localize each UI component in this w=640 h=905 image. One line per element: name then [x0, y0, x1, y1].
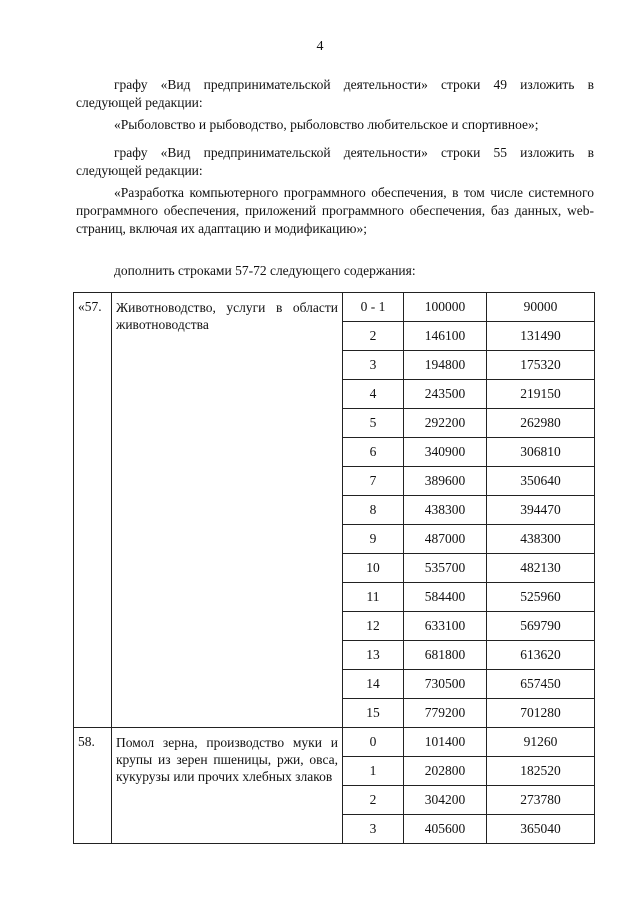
- value-cell-2: 90000: [487, 293, 595, 322]
- value-cell-1: 340900: [404, 438, 487, 467]
- value-cell-2: 394470: [487, 496, 595, 525]
- employees-cell: 5: [343, 409, 404, 438]
- value-cell-1: 292200: [404, 409, 487, 438]
- value-cell-2: 569790: [487, 612, 595, 641]
- value-cell-1: 633100: [404, 612, 487, 641]
- value-cell-2: 365040: [487, 815, 595, 844]
- value-cell-2: 701280: [487, 699, 595, 728]
- employees-cell: 2: [343, 786, 404, 815]
- employees-cell: 15: [343, 699, 404, 728]
- paragraph-row-49-text: «Рыболовство и рыбоводство, рыболовство любительское и спортивное»;: [114, 117, 539, 132]
- employees-cell: 0 - 1: [343, 293, 404, 322]
- value-cell-1: 304200: [404, 786, 487, 815]
- employees-cell: 11: [343, 583, 404, 612]
- value-cell-2: 306810: [487, 438, 595, 467]
- table-row: [74, 293, 595, 322]
- employees-cell: 10: [343, 554, 404, 583]
- value-cell-1: 389600: [404, 467, 487, 496]
- employees-cell: 8: [343, 496, 404, 525]
- value-cell-1: 487000: [404, 525, 487, 554]
- value-cell-1: 681800: [404, 641, 487, 670]
- employees-cell: 3: [343, 351, 404, 380]
- activity-name-cell: Помол зерна, производство муки и крупы из зерен пшеницы, ржи, овса, кукурузы или прочих хлебных злаков: [112, 728, 343, 844]
- value-cell-1: 584400: [404, 583, 487, 612]
- paragraph-row-49: графу «Вид предпринимательской деятельности» строки 49 изложить в следующей редакции:: [76, 77, 594, 110]
- employees-cell: 1: [343, 757, 404, 786]
- value-cell-2: 91260: [487, 728, 595, 757]
- value-cell-2: 273780: [487, 786, 595, 815]
- value-cell-1: 202800: [404, 757, 487, 786]
- employees-cell: 12: [343, 612, 404, 641]
- value-cell-1: 146100: [404, 322, 487, 351]
- employees-cell: 14: [343, 670, 404, 699]
- value-cell-2: 175320: [487, 351, 595, 380]
- value-cell-1: 779200: [404, 699, 487, 728]
- page-number: 4: [316, 39, 324, 54]
- value-cell-1: 243500: [404, 380, 487, 409]
- employees-cell: 13: [343, 641, 404, 670]
- employees-cell: 9: [343, 525, 404, 554]
- employees-cell: 3: [343, 815, 404, 844]
- value-cell-2: 482130: [487, 554, 595, 583]
- value-cell-2: 350640: [487, 467, 595, 496]
- value-cell-1: 405600: [404, 815, 487, 844]
- value-cell-1: 194800: [404, 351, 487, 380]
- value-cell-2: 613620: [487, 641, 595, 670]
- paragraph-add-rows: дополнить строками 57-72 следующего содержания:: [114, 263, 416, 278]
- value-cell-1: 100000: [404, 293, 487, 322]
- row-number-cell: 58.: [74, 728, 112, 844]
- employees-cell: 4: [343, 380, 404, 409]
- employees-cell: 0: [343, 728, 404, 757]
- value-cell-2: 525960: [487, 583, 595, 612]
- employees-cell: 2: [343, 322, 404, 351]
- value-cell-2: 657450: [487, 670, 595, 699]
- paragraph-row-55-text: «Разработка компьютерного программного обеспечения, в том числе системного программного обеспечения, приложений программного обеспечения, баз данных, web-страниц, включая их адаптацию и модификацию»;: [76, 185, 594, 236]
- table-row: [74, 728, 595, 757]
- value-cell-2: 438300: [487, 525, 595, 554]
- employees-cell: 7: [343, 467, 404, 496]
- value-cell-1: 438300: [404, 496, 487, 525]
- value-cell-1: 535700: [404, 554, 487, 583]
- row-number-cell: «57.: [74, 293, 112, 728]
- rates-table: [73, 292, 595, 844]
- activity-name-cell: Животноводство, услуги в области животноводства: [112, 293, 343, 728]
- value-cell-2: 182520: [487, 757, 595, 786]
- value-cell-2: 219150: [487, 380, 595, 409]
- value-cell-2: 262980: [487, 409, 595, 438]
- value-cell-1: 730500: [404, 670, 487, 699]
- paragraph-row-55: графу «Вид предпринимательской деятельности» строки 55 изложить в следующей редакции:: [76, 145, 594, 178]
- employees-cell: 6: [343, 438, 404, 467]
- value-cell-1: 101400: [404, 728, 487, 757]
- value-cell-2: 131490: [487, 322, 595, 351]
